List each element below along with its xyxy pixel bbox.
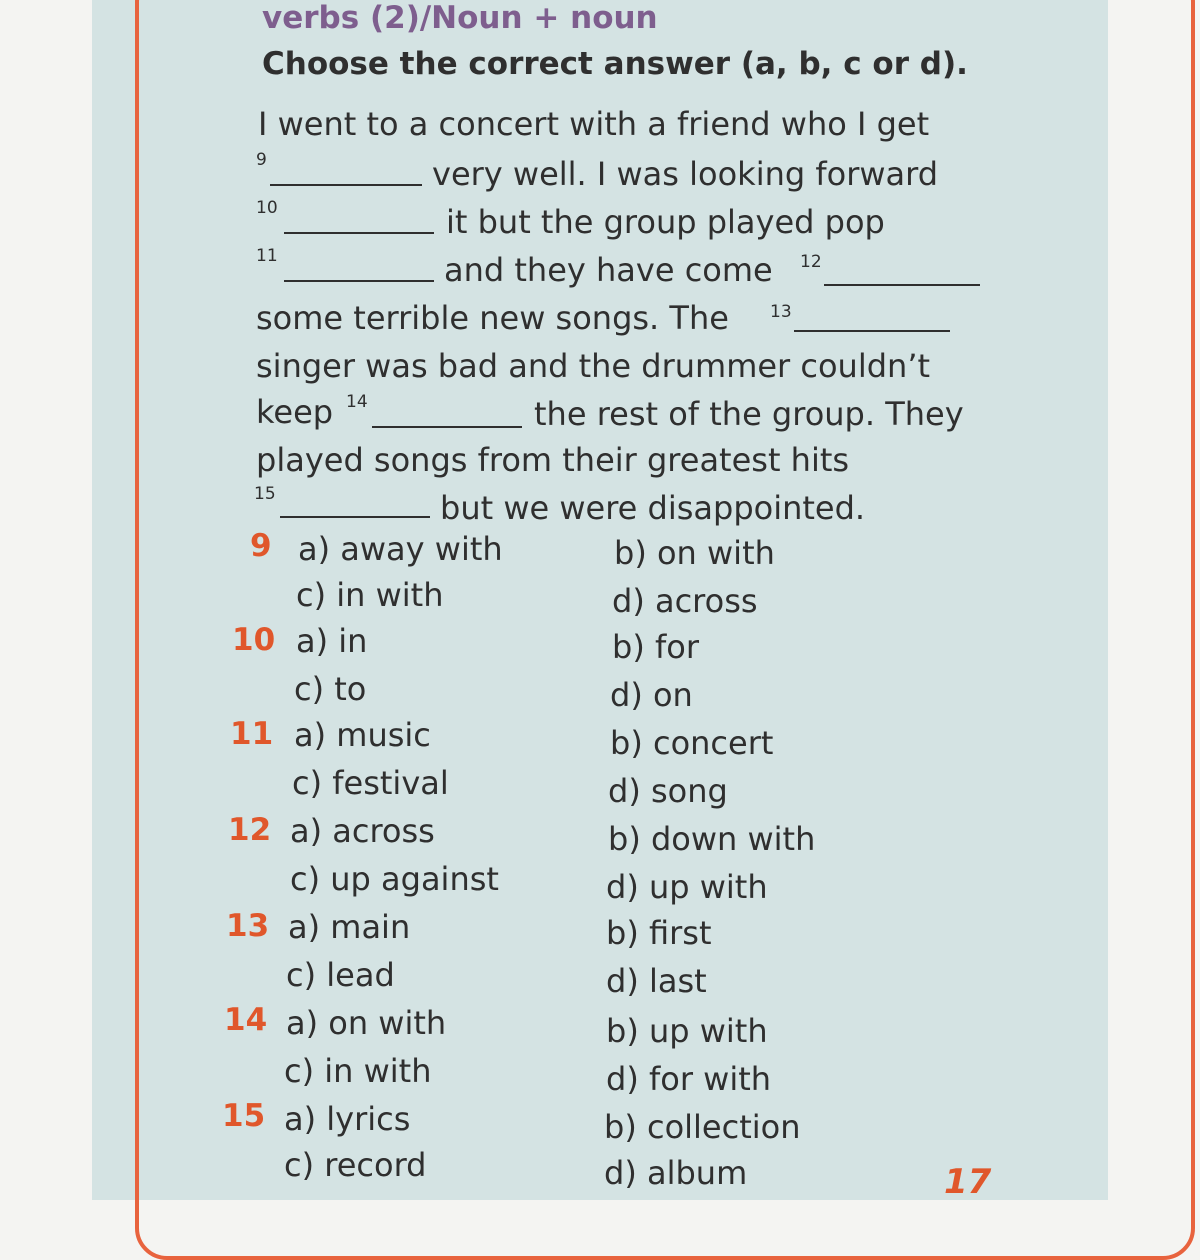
gap-11 [284,280,434,282]
option-c: c) in with [296,576,444,614]
option-a: a) across [290,812,435,850]
gap-number-11: 11 [256,246,278,266]
gap-15 [280,516,430,518]
passage-line-1: I went to a concert with a friend who I get [258,105,930,143]
option-d: d) up with [606,868,768,906]
option-b: b) down with [608,820,816,858]
option-a: a) lyrics [284,1100,411,1138]
option-a: a) on with [286,1004,447,1042]
section-title: verbs (2)/Noun + noun [262,0,658,36]
option-c: c) up against [290,860,499,898]
passage-line-7a: keep [256,393,334,431]
option-c: c) in with [284,1052,432,1090]
option-c: c) record [284,1146,427,1184]
option-a: a) main [288,908,411,946]
gap-13 [794,330,950,332]
question-number: 12 [228,812,272,848]
gap-number-15: 15 [254,484,276,504]
gap-number-12: 12 [800,252,822,272]
option-a: a) in [296,622,368,660]
option-d: d) album [604,1154,748,1192]
passage-line-9: but we were disappointed. [440,489,866,527]
option-d: d) song [608,772,728,810]
question-number: 9 [250,528,272,564]
question-number: 11 [230,716,274,752]
option-b: b) first [606,914,712,952]
page-number: 17 [944,1162,992,1202]
passage-line-6: singer was bad and the drummer couldn’t [256,347,931,385]
gap-number-13: 13 [770,302,792,322]
option-a: a) music [294,716,431,754]
option-b: b) on with [614,534,775,572]
gap-number-14: 14 [346,392,368,412]
gap-10 [284,232,434,234]
option-d: d) on [610,676,693,714]
option-d: d) last [606,962,707,1000]
question-number: 14 [224,1002,268,1038]
gap-number-9: 9 [256,150,267,170]
option-b: b) collection [604,1108,801,1146]
option-b: b) concert [610,724,774,762]
option-c: c) lead [286,956,395,994]
passage-line-5: some terrible new songs. The [256,299,729,337]
passage-line-8: played songs from their greatest hits [256,441,850,479]
question-number: 13 [226,908,270,944]
option-c: c) to [294,670,367,708]
question-number: 10 [232,622,276,658]
passage-line-4: and they have come [444,251,773,289]
option-b: b) up with [606,1012,768,1050]
passage-line-3: it but the group played pop [446,203,885,241]
option-d: d) for with [606,1060,772,1098]
option-d: d) across [612,582,758,620]
option-a: a) away with [298,530,503,568]
instruction-text: Choose the correct answer (a, b, c or d). [262,46,968,82]
question-number: 15 [222,1098,266,1134]
passage-line-7b: the rest of the group. They [534,395,964,433]
option-b: b) for [612,628,699,666]
gap-number-10: 10 [256,198,278,218]
passage-line-2: very well. I was looking forward [432,155,939,193]
gap-12 [824,284,980,286]
gap-9 [270,184,422,186]
option-c: c) festival [292,764,449,802]
gap-14 [372,426,522,428]
